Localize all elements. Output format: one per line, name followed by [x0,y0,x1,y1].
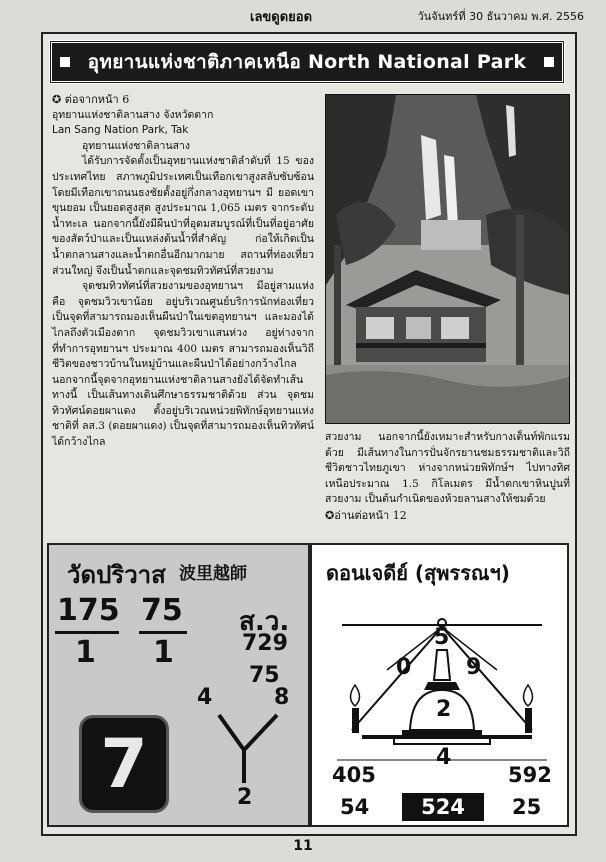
fraction-2-bottom: 1 [153,635,174,670]
article-subheading: อุทยานแห่งชาติลานสาง [82,139,191,152]
sv-number-1: 729 [242,631,288,656]
stupa-base-digit: 4 [436,745,452,770]
number-left: 54 [340,795,370,819]
sv-label: ส.ว. [239,607,290,637]
page-header [0,0,606,30]
stupa-right-digit: 9 [466,655,482,680]
big-number: 7 [100,724,148,804]
continued-from [52,92,314,108]
bottom-right-number: 592 [508,763,552,787]
bottom-left-number: 405 [332,763,376,787]
continued-to [325,508,570,524]
title-square-left [60,57,70,67]
stupa-top-digit: 5 [434,625,450,650]
wat-pariwat-title: วัดปริวาส [67,561,166,589]
section-title [49,40,565,84]
don-chedi-title: ดอนเจดีย์ (สุพรรณฯ) [326,561,510,585]
fraction-2-top: 75 [141,593,183,628]
wat-pariwat-panel [49,545,308,825]
park-name-thai: อุทยานแห่งชาติลานสาง จังหวัดตาก [52,108,214,121]
sv-number-2: 75 [249,663,280,688]
star-icon: ✪ [325,508,335,522]
number-right: 25 [512,795,542,819]
fraction-1-top: 175 [57,593,120,628]
continued-from-text: ต่อจากหน้า 6 [64,93,130,106]
park-name-english: Lan Sang Nation Park, Tak [52,124,189,137]
article-paragraph-3: สวยงาม นอกจากนี้ยังเหมาะสำหรับกางเต็นท์พักแรมด้วย มีเส้นทางในการปั่นจักรยานชมธรรมชาติและวิถีชีวิตชาวไทยภูเขา ห่างจากหน่วยพิทักษ์ฯ ไปทางทิศเหนือประมาณ 1.5 กิโลเมตร มีน้ำตกเขาหินปูนที่สวยงาม เป็นต้นกำเนิดของห้วยลานสางให้ชมด้วย [325,431,570,506]
issue-date: วันจันทร์ที่ 30 ธันวาคม พ.ศ. 2556 [417,10,584,23]
page-number: 11 [293,838,313,854]
stupa-center-digit: 2 [436,697,452,722]
section-title-text: อุทยานแห่งชาติภาคเหนือ North National Park [87,51,527,73]
fraction-1-bar [55,631,119,634]
article-left-column [52,92,314,451]
article-paragraph-1: ได้รับการจัดตั้งเป็นอุทยานแห่งชาติลำดับที่ 15 ของประเทศไทย สภาพภูมิประเทศเป็นเทือกเขาสูงสลับซับซ้อนโดยมีเทือกเขาถนนธงชัยตั้งอยู่กึ่งกลางอุทยานฯ มี ยอดเขาขุนยอม เป็นยอดสูงสุด สูงประมาณ 1,065 เมตร จากระดับน้ำทะเล นอกจากนี้ยังมีผืนป่าที่อุดมสมบูรณ์ที่เป็นที่อยู่อาศัยของสัตว์ป่าและเป็นแหล่งต้นน้ำที่สำคัญ ก่อให้เกิดเป็นน้ำตกลานสางและน้ำตกอื่นอีกมากมาย สถานที่ท่องเที่ยวส่วนใหญ่ จึงเป็นน้ำตกและจุดชมทิวทัศน์ที่สวยงาม [52,155,314,277]
number-center: 524 [421,795,465,819]
number-center-box [402,793,484,821]
masthead: เลขดูดยอด [250,10,313,25]
waterfall-photo [325,94,570,424]
stupa-diagram [332,590,552,765]
big-number-box [79,715,169,813]
y-left-digit: 4 [197,685,213,710]
continued-to-text: อ่านต่อหน้า 12 [334,508,407,522]
stupa-left-digit: 0 [396,655,412,680]
don-chedi-panel [312,545,567,825]
fraction-2-bar [139,631,187,634]
y-right-digit: 8 [274,685,290,710]
chinese-label: 波里越師 [179,564,247,584]
fraction-1-bottom: 1 [75,635,96,670]
title-square-right [544,57,554,67]
y-bottom-digit: 2 [237,785,253,810]
star-icon: ✪ [52,93,65,106]
article-paragraph-2: จุดชมทิวทัศน์ที่สวยงามของอุทยานฯ มีอยู่สามแห่งคือ จุดชมวิวเขาน้อย อยู่บริเวณศูนย์บริการนักท่องเที่ยว เป็นจุดที่สามารถมองเห็นผืนป่าในเขตอุทยานฯ และมองได้ไกลถึงตัวเมืองตาก จุดชมวิวเขาแสนห่วง อยู่ห่างจากที่ทำการอุทยานฯ ประมาณ 400 เมตร สามารถมองเห็นวิถีชีวิตของชาวบ้านในหมู่บ้านและผืนป่าได้อย่างกว้างไกล นอกจากนี้จุดจากอุทยานแห่งชาติลานสางยังได้จัดทำเส้นทางนี้ เป็นเส้นทางเดินศึกษาธรรมชาติด้วย ส่วน จุดชมทิวทัศน์ดอยผาแดง ตั้งอยู่บริเวณหน่วยพิทักษ์อุทยานแห่งชาติที่ ลส.3 (ดอยผาแดง) เป็นจุดที่สามารถมองเห็นทิวทัศน์ได้กว้างไกล [52,280,314,449]
article-right-column [325,430,570,524]
